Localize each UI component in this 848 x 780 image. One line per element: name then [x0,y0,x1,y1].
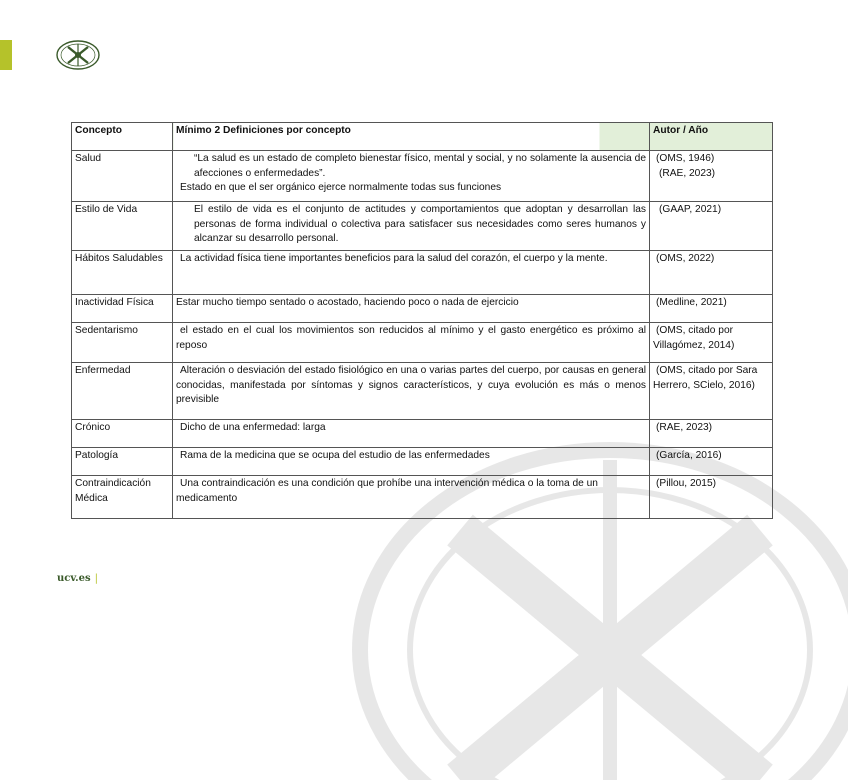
definition-text: “La salud es un estado de completo bienestar físico, mental y social, y no solamente la ausencia de afecciones o enfermedades”. [194,153,646,179]
author-cell [650,251,773,295]
definition-text: Rama de la medicina que se ocupa del estudio de las enfermedades [180,450,490,461]
definition-text: Dicho de una enfermedad: larga [180,422,326,433]
table-row [72,151,773,202]
definition-cell [173,251,650,295]
definition-cell [173,151,650,202]
concept-cell: Estilo de Vida [72,202,173,251]
concepts-table [71,122,773,519]
definition-text: Una contraindicación es una condición que prohíbe una intervención médica o la toma de un medicamento [176,478,598,504]
definition-cell [173,448,650,476]
author-text: (García, 2016) [656,450,722,461]
definition-cell [173,420,650,448]
table-row [72,420,773,448]
accent-bar [0,40,12,70]
concept-cell: Enfermedad [72,363,173,420]
author-text: (Medline, 2021) [656,297,727,308]
definition-text: el estado en el cual los movimientos son reducidos al mínimo y el gasto energético es próximo al reposo [176,325,646,351]
definition-text: Alteración o desviación del estado fisiológico en una o varias partes del cuerpo, por causas en general conocidas, manifestada por síntomas y signos característicos, y cuya evolución es más o menos previsible [176,365,646,405]
table-row [72,295,773,323]
table-row [72,323,773,363]
footer-site-label: ucv.es [57,573,91,584]
definition-cell [173,323,650,363]
table-header-row [72,123,773,151]
author-text: (GAAP, 2021) [659,204,722,215]
header-concept: Concepto [72,123,173,151]
author-cell [650,476,773,519]
university-crest-icon [55,40,101,70]
definition-cell [173,363,650,420]
author-cell [650,323,773,363]
concept-cell: Hábitos Saludables [72,251,173,295]
definition-cell [173,295,650,323]
definition-cell [173,476,650,519]
author-cell [650,420,773,448]
footer [57,573,98,584]
author-text: (OMS, 2022) [656,253,715,264]
header-definitions: Mínimo 2 Definiciones por concepto [173,123,650,151]
author-cell [650,448,773,476]
author-cell [650,363,773,420]
definition-text: La actividad física tiene importantes beneficios para la salud del corazón, el cuerpo y la mente. [180,253,608,264]
author-text: (OMS, citado por Sara Herrero, SCielo, 2016) [653,365,758,391]
table-row [72,476,773,519]
footer-separator: | [94,573,99,584]
table-row [72,448,773,476]
definition-text: Estar mucho tiempo sentado o acostado, haciendo poco o nada de ejercicio [176,297,519,308]
concept-cell: Salud [72,151,173,202]
author-text: (OMS, citado por Villagómez, 2014) [653,325,735,351]
concept-cell: Crónico [72,420,173,448]
definition-text: El estilo de vida es el conjunto de actitudes y comportamientos que adoptan y desarrollan las personas de forma individual o colectiva para satisfacer sus necesidades como seres humanos y alcanzar su desarrollo personal. [194,204,646,244]
table-row [72,251,773,295]
author-text: (RAE, 2023) [659,167,716,179]
author-cell [650,202,773,251]
concept-cell: Contraindicación Médica [72,476,173,519]
concept-cell: Patología [72,448,173,476]
concept-cell: Sedentarismo [72,323,173,363]
definition-cell [173,202,650,251]
author-text: (OMS, 1946) [656,153,715,164]
table-row [72,363,773,420]
concept-cell: Inactividad Física [72,295,173,323]
author-cell [650,295,773,323]
author-text: (RAE, 2023) [656,422,713,433]
author-cell [650,151,773,202]
header-author: Autor / Año [650,123,773,151]
definition-text: Estado en que el ser orgánico ejerce normalmente todas sus funciones [180,182,502,193]
author-text: (Pillou, 2015) [656,478,717,489]
table-row [72,202,773,251]
